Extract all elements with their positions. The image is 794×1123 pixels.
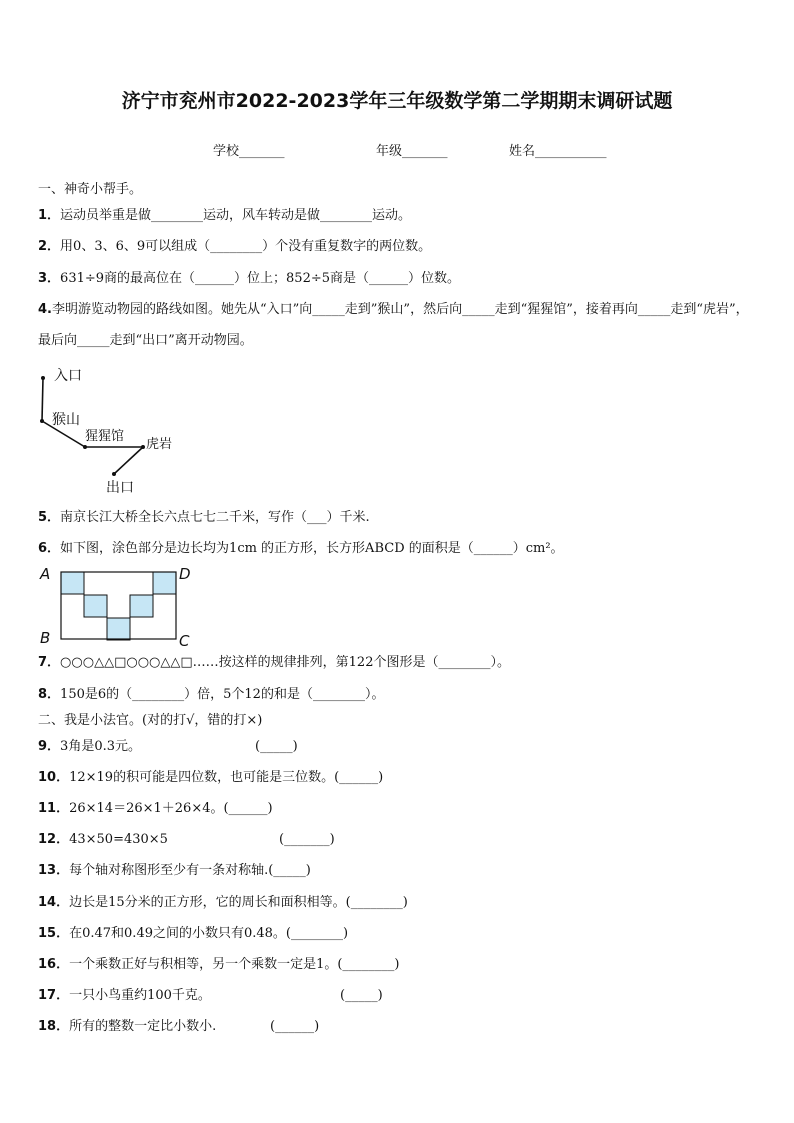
question-text: 一只小鸟重约100千克。 (69, 988, 211, 1003)
question-16 (38, 956, 400, 974)
question-7 (38, 654, 510, 672)
question-1 (38, 207, 411, 225)
question-text: 3角是0.3元。 (60, 739, 141, 754)
question-text: ○○○△△□○○○△△□……按这样的规律排列，第122个图形是（________）。 (60, 655, 510, 670)
question-text: 所有的整数一定比小数小. (69, 1019, 217, 1034)
question-number: 8． (38, 687, 61, 702)
question-17 (38, 987, 211, 1005)
zoo-route-map (30, 362, 220, 498)
question-number: 4. (38, 302, 52, 317)
question-6 (38, 540, 564, 558)
entrance-point (41, 376, 45, 380)
question-text: 150是6的（________）倍，5个12的和是（________）。 (60, 687, 385, 702)
question-number: 2． (38, 239, 61, 254)
question-3 (38, 270, 460, 288)
question-5 (38, 509, 370, 527)
gorilla-label: 猩猩馆 (85, 429, 125, 444)
question-number: 5． (38, 510, 61, 525)
question-13 (38, 862, 311, 880)
question-18 (38, 1018, 216, 1036)
question-number: 6． (38, 541, 61, 556)
question-number: 12． (38, 832, 70, 847)
name-field: 姓名___________ (509, 144, 607, 159)
section-heading-1: 一、神奇小帮手。 (38, 182, 143, 197)
question-text: 运动员举重是做________运动，风车转动是做________运动。 (60, 208, 412, 223)
gorilla-point (83, 445, 87, 449)
question-number: 1． (38, 208, 61, 223)
question-text: 43×50=430×5 (69, 832, 168, 847)
tiger-point (141, 445, 145, 449)
question-number: 18． (38, 1019, 70, 1034)
school-field: 学校_______ (213, 144, 285, 159)
question-10 (38, 769, 383, 787)
question-2 (38, 238, 431, 256)
tiger-label: 虎岩 (146, 437, 173, 452)
rectangle-abcd-figure (36, 562, 196, 650)
question-12-blank: (_______) (279, 832, 335, 847)
question-number: 7． (38, 655, 61, 670)
shaded-square (61, 572, 84, 594)
exit-point (112, 472, 116, 476)
question-4 (38, 294, 760, 356)
question-17-blank: (_____) (340, 988, 383, 1003)
vertex-b: B (40, 629, 51, 647)
question-number: 15． (38, 926, 70, 941)
question-text: 如下图，涂色部分是边长均为1cm 的正方形，长方形ABCD 的面积是（______）cm²。 (60, 541, 564, 556)
question-text: 用0、3、6、9可以组成（________）个没有重复数字的两位数。 (60, 239, 432, 254)
question-text: 631÷9商的最高位在（______）位上；852÷5商是（______）位数。 (60, 271, 461, 286)
vertex-a: A (40, 565, 51, 583)
question-18-blank: (______) (270, 1019, 320, 1034)
page-title: 济宁市兖州市2022-2023学年三年级数学第二学期期末调研试题 (121, 90, 673, 112)
question-number: 11． (38, 801, 70, 816)
question-number: 17． (38, 988, 70, 1003)
question-text: 26×14＝26×1＋26×4。(______) (69, 801, 273, 816)
section-heading-2: 二、我是小法官。(对的打√，错的打×) (38, 713, 263, 728)
question-15 (38, 925, 348, 943)
shaded-square (84, 595, 107, 617)
exit-label: 出口 (106, 480, 134, 496)
question-14 (38, 894, 408, 912)
question-8 (38, 686, 384, 704)
question-text: 边长是15分米的正方形，它的周长和面积相等。(________) (69, 895, 408, 910)
monkey-point (40, 419, 44, 423)
monkey-label: 猴山 (52, 412, 80, 428)
question-9-blank: (_____) (255, 739, 298, 754)
vertex-c: C (179, 632, 190, 650)
route-segment (42, 378, 43, 421)
route-segment (114, 447, 143, 474)
question-number: 16． (38, 957, 70, 972)
question-9 (38, 738, 141, 756)
entrance-label: 入口 (54, 368, 82, 384)
question-number: 3． (38, 271, 61, 286)
question-text: 每个轴对称图形至少有一条对称轴.(_____) (69, 863, 311, 878)
question-number: 13． (38, 863, 70, 878)
question-number: 10． (38, 770, 70, 785)
question-text: 一个乘数正好与积相等，另一个乘数一定是1。(________) (69, 957, 400, 972)
question-number: 9． (38, 739, 61, 754)
question-11 (38, 800, 273, 818)
question-text: 12×19的积可能是四位数，也可能是三位数。(______) (69, 770, 384, 785)
question-text: 李明游览动物园的路线如图。她先从“入口”向_____走到”猴山”，然后向_____走到“猩猩馆”，接着再向_____走到“虎岩”，最后向_____走到“出口”离开动物园。 (38, 302, 749, 348)
shaded-square (107, 618, 130, 640)
grade-field: 年级_______ (376, 144, 448, 159)
question-text: 在0.47和0.49之间的小数只有0.48。(________) (69, 926, 349, 941)
shaded-square (153, 572, 176, 594)
vertex-d: D (179, 565, 191, 583)
shaded-square (130, 595, 153, 617)
question-number: 14． (38, 895, 70, 910)
question-12 (38, 831, 168, 849)
question-text: 南京长江大桥全长六点七七二千米，写作（___）千米. (60, 510, 370, 525)
